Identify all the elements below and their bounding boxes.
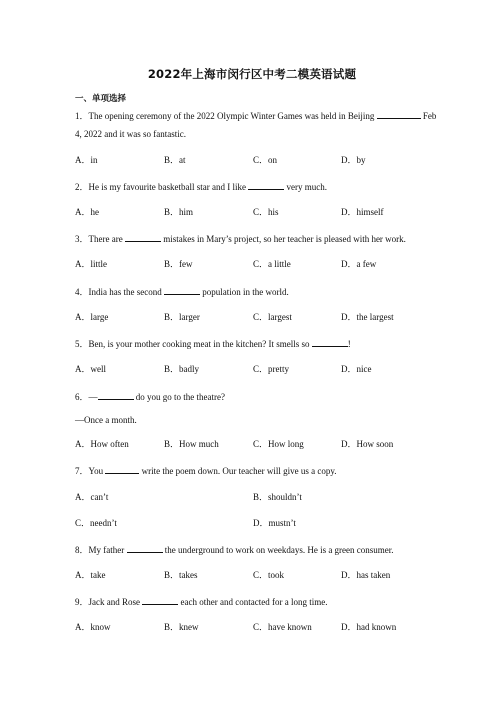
option-b: B．shouldn’t xyxy=(253,492,302,502)
answer-blank xyxy=(164,286,200,295)
answer-blank xyxy=(98,391,134,400)
option-c: C．largest xyxy=(253,312,292,322)
option-b: B．few xyxy=(164,259,193,269)
answer-blank xyxy=(105,465,139,474)
question-9 xyxy=(75,596,430,608)
option-a: A．How often xyxy=(75,439,129,449)
question-number: 2． xyxy=(75,182,89,192)
question-text: Jack and Rose xyxy=(88,597,141,607)
question-number: 6． xyxy=(75,392,89,402)
option-a: A．well xyxy=(75,364,106,374)
question-6-answer: —Once a month. xyxy=(75,415,137,425)
question-number: 7． xyxy=(75,466,89,476)
option-a: A．little xyxy=(75,259,107,269)
question-number: 5． xyxy=(75,339,89,349)
option-d: D．a few xyxy=(341,259,377,269)
question-1 xyxy=(75,110,437,122)
option-d: D．himself xyxy=(341,207,384,217)
option-d: D．How soon xyxy=(341,439,394,449)
option-d: D．had known xyxy=(341,622,397,632)
option-c: C．a little xyxy=(253,259,291,269)
question-number: 1． xyxy=(75,111,89,121)
option-c: C．on xyxy=(253,155,278,165)
answer-blank xyxy=(127,544,163,553)
answer-blank xyxy=(142,596,178,605)
question-text: population in the world. xyxy=(202,287,289,297)
question-text: My father xyxy=(88,545,125,555)
question-text: Ben, is your mother cooking meat in the kitchen? It smells so xyxy=(88,339,310,349)
option-b: B．How much xyxy=(164,439,219,449)
option-a: A．large xyxy=(75,312,109,322)
option-a: A．he xyxy=(75,207,99,217)
section-heading: 一、单项选择 xyxy=(75,94,127,104)
question-text: do you go to the theatre? xyxy=(135,392,225,402)
question-text: He is my favourite basketball star and I like xyxy=(88,182,246,192)
option-b: B．takes xyxy=(164,570,198,580)
question-8 xyxy=(75,544,430,556)
option-c: C．have known xyxy=(253,622,312,632)
option-d: D．has taken xyxy=(341,570,391,580)
option-c: C．his xyxy=(253,207,279,217)
question-text: very much. xyxy=(286,182,327,192)
option-a: A．in xyxy=(75,155,98,165)
question-text: mistakes in Mary’s project, so her teacher is pleased with her work. xyxy=(163,234,406,244)
option-b: B．larger xyxy=(164,312,200,322)
option-a: A．take xyxy=(75,570,106,580)
question-text: — xyxy=(88,392,98,402)
option-b: B．knew xyxy=(164,622,199,632)
question-number: 4． xyxy=(75,287,89,297)
option-a: A．know xyxy=(75,622,111,632)
option-c: C．pretty xyxy=(253,364,289,374)
question-7 xyxy=(75,465,430,477)
option-d: D．nice xyxy=(341,364,372,374)
question-text: You xyxy=(88,466,104,476)
question-text: The opening ceremony of the 2022 Olympic Winter Games was held in Beijing xyxy=(88,111,375,121)
option-b: B．him xyxy=(164,207,194,217)
question-number: 8． xyxy=(75,545,89,555)
answer-blank xyxy=(377,110,421,119)
option-a: A．can’t xyxy=(75,492,109,502)
option-d: D．mustn’t xyxy=(253,518,296,528)
question-1-continuation: 4, 2022 and it was so fantastic. xyxy=(75,129,186,139)
question-6 xyxy=(75,391,430,403)
answer-blank xyxy=(125,233,161,242)
question-3 xyxy=(75,233,430,245)
page-title: 2022年上海市闵行区中考二模英语试题 xyxy=(147,67,357,81)
option-b: B．badly xyxy=(164,364,199,374)
question-text: the underground to work on weekdays. He is a green consumer. xyxy=(164,545,394,555)
question-text: ! xyxy=(347,339,351,349)
question-2 xyxy=(75,181,430,193)
question-text: write the poem down. Our teacher will give us a copy. xyxy=(141,466,337,476)
option-b: B．at xyxy=(164,155,186,165)
answer-blank xyxy=(312,338,348,347)
question-5 xyxy=(75,338,430,350)
question-number: 3． xyxy=(75,234,89,244)
option-d: D．by xyxy=(341,155,366,165)
option-c: C．How long xyxy=(253,439,304,449)
option-c: C．needn’t xyxy=(75,518,117,528)
answer-blank xyxy=(248,181,284,190)
question-text: Feb xyxy=(422,111,437,121)
question-4 xyxy=(75,286,430,298)
option-d: D．the largest xyxy=(341,312,394,322)
question-text: India has the second xyxy=(88,287,162,297)
question-text: each other and contacted for a long time. xyxy=(180,597,328,607)
question-text: There are xyxy=(88,234,123,244)
option-c: C．took xyxy=(253,570,285,580)
question-number: 9． xyxy=(75,597,89,607)
